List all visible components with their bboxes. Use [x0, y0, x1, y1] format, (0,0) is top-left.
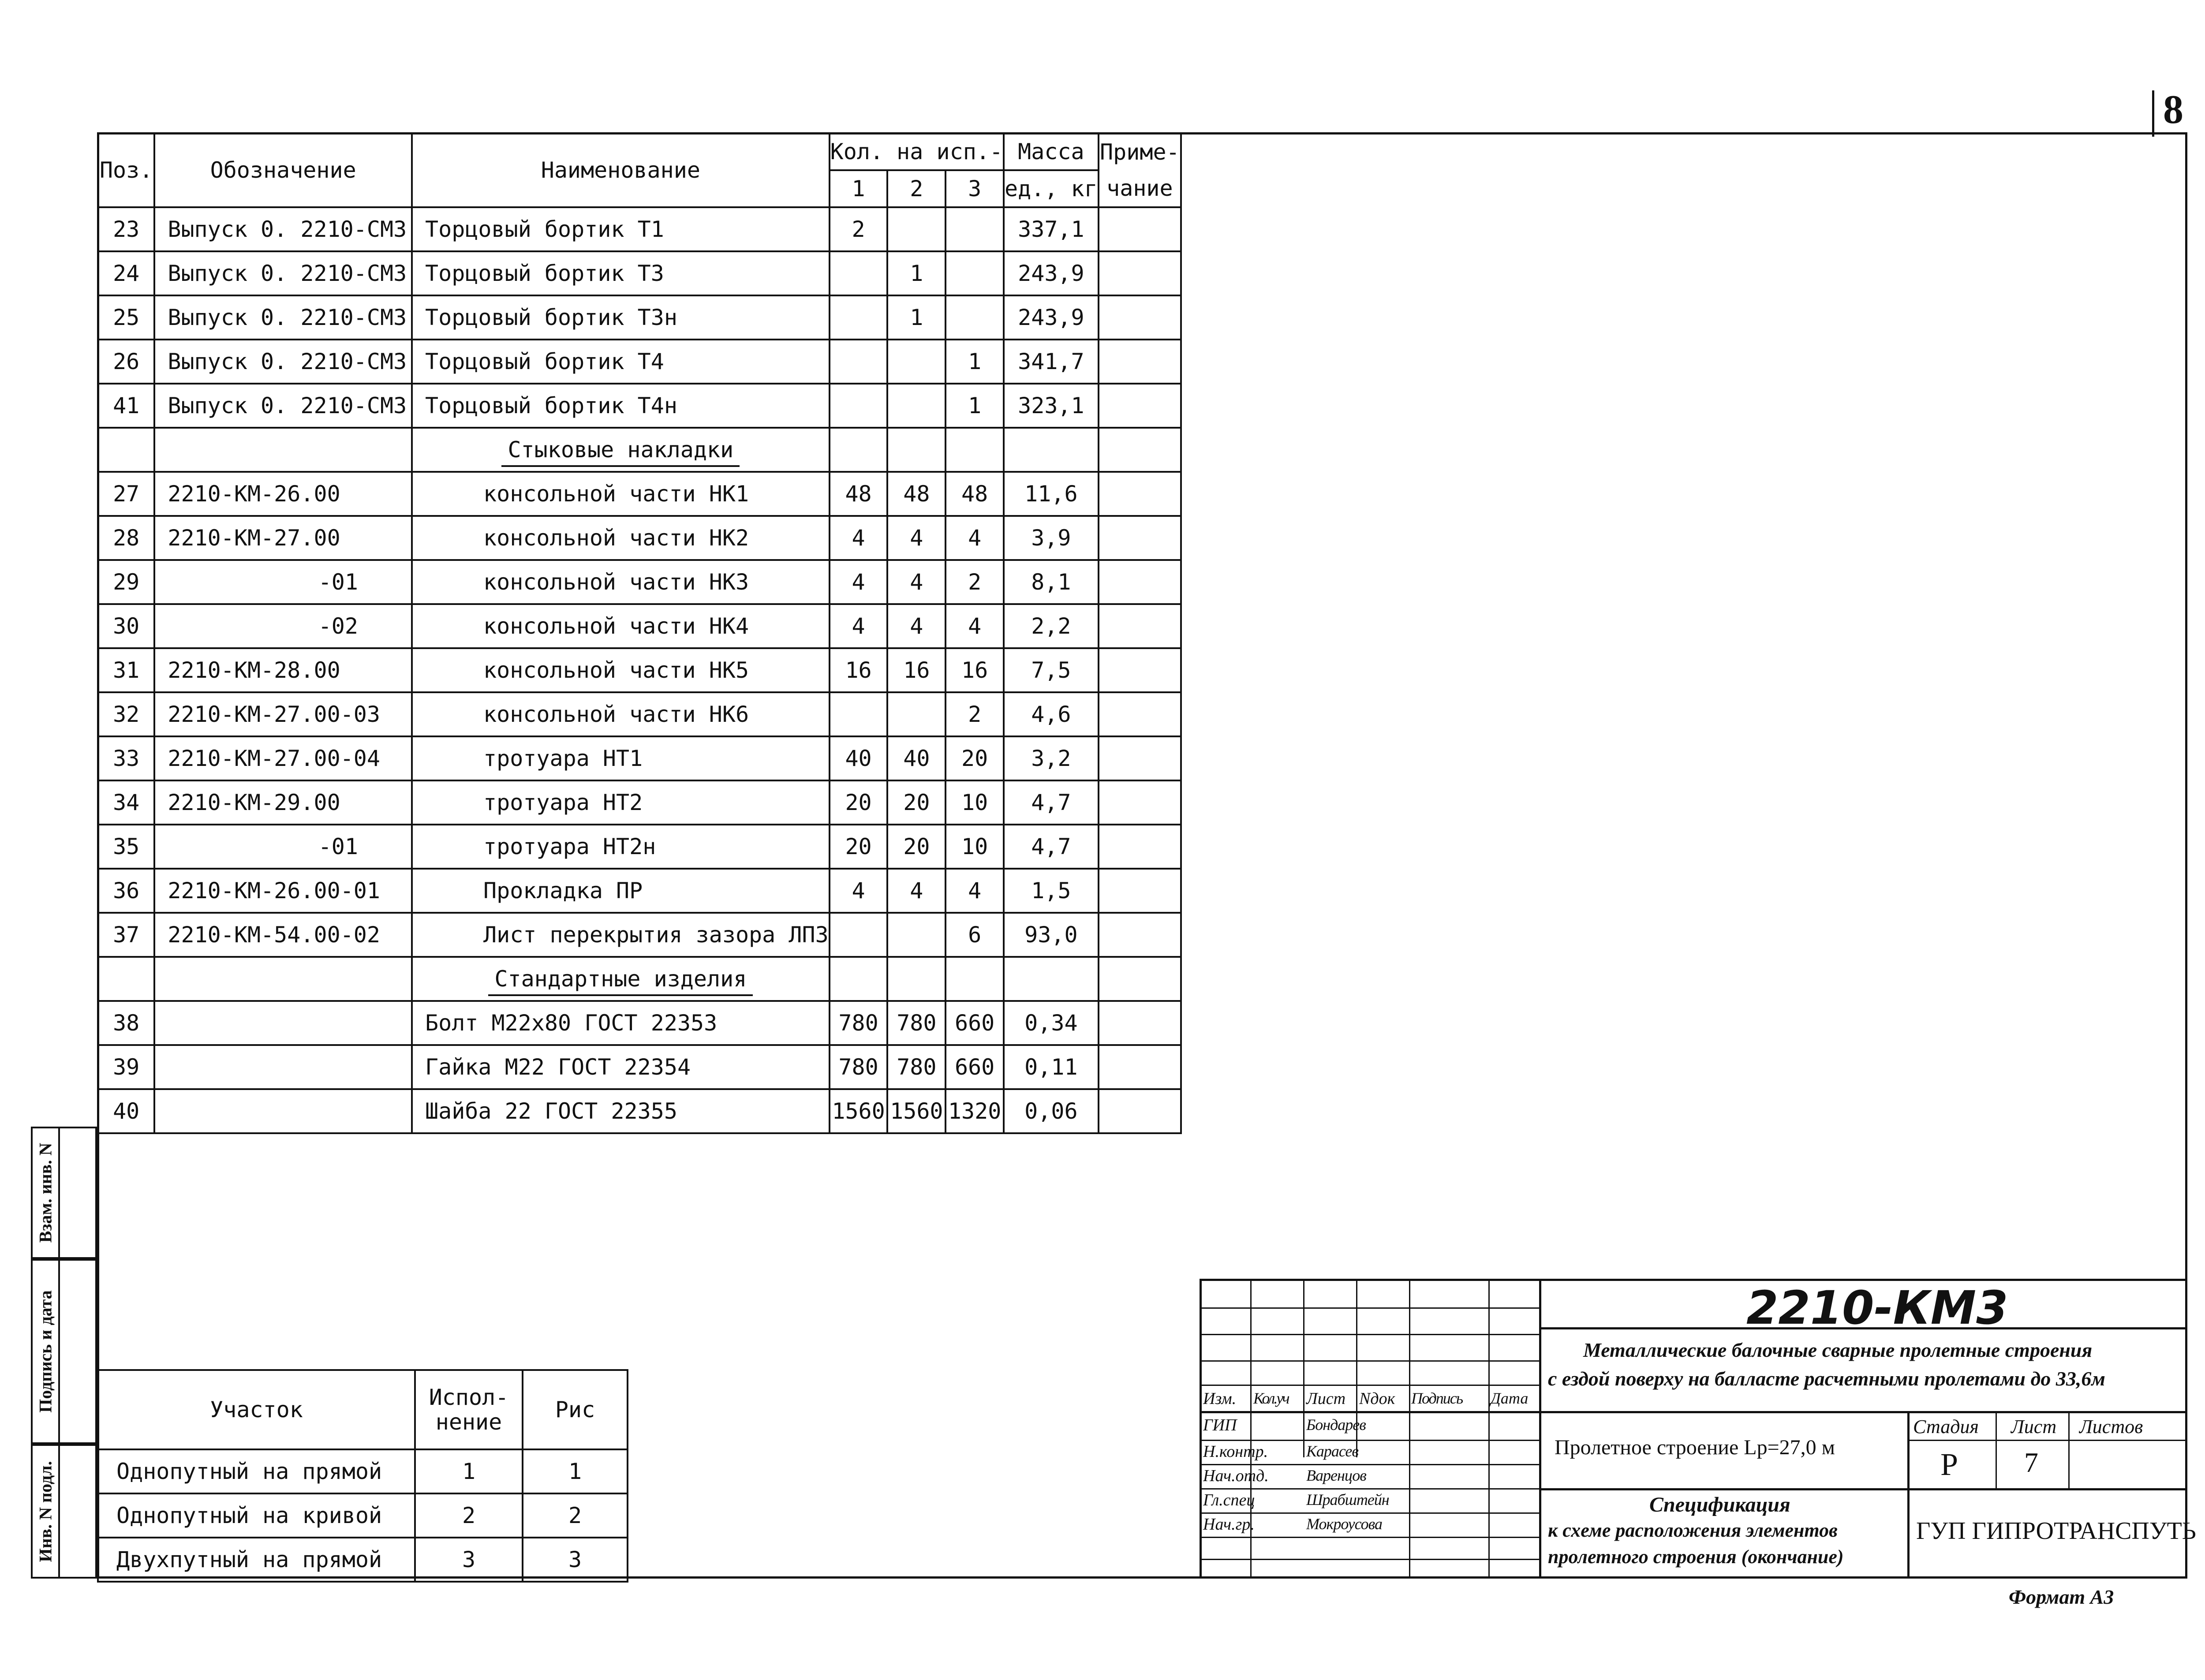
- spec-cell-empty: [154, 957, 412, 1001]
- spec-cell-pos: 37: [98, 913, 154, 957]
- col-list: Лист: [1306, 1389, 1346, 1408]
- spec-cell-mass: 0,11: [1004, 1045, 1099, 1089]
- spec-row: [98, 1045, 1181, 1089]
- spec-cell-empty: [887, 428, 946, 472]
- stamp-inv-orig: [31, 1444, 97, 1579]
- spec-cell-designation: Выпуск 0. 2210-СМ3: [154, 207, 412, 251]
- spec-cell-designation: Выпуск 0. 2210-СМ3: [154, 384, 412, 428]
- spec-cell-qty-2: 1560: [887, 1089, 946, 1133]
- variants-row: [98, 1493, 628, 1538]
- spec-cell-qty-2: 4: [887, 560, 946, 604]
- spec-row: [98, 780, 1181, 825]
- spec-cell-empty: [946, 428, 1004, 472]
- spec-cell-pos: 23: [98, 207, 154, 251]
- section-standard-items-title: Стандартные изделия: [488, 966, 753, 996]
- spec-cell-qty-3: 48: [946, 472, 1004, 516]
- staff-role: Нач.гр.: [1203, 1515, 1255, 1534]
- spec-cell-note: [1099, 295, 1181, 340]
- header-designation: Обозначение: [154, 133, 412, 207]
- spec-cell-note: [1099, 869, 1181, 913]
- spec-cell-qty-3: 16: [946, 648, 1004, 692]
- spec-cell-pos: 41: [98, 384, 154, 428]
- spec-row: [98, 560, 1181, 604]
- spec-row: [98, 692, 1181, 736]
- specification-table: [97, 132, 1182, 1134]
- spec-cell-qty-3: 1320: [946, 1089, 1004, 1133]
- spec-cell-designation: 2210-КМ-29.00: [154, 780, 412, 825]
- header-name: Наименование: [412, 133, 830, 207]
- spec-cell-qty-1: [830, 251, 888, 295]
- spec-cell-qty-1: 4: [830, 604, 888, 648]
- spec-cell-qty-1: 40: [830, 736, 888, 780]
- spec-row: [98, 1001, 1181, 1045]
- spec-cell-designation: 2210-КМ-27.00-03: [154, 692, 412, 736]
- project-title-line-2: с ездой поверху на балласте расчетными пролетами до 33,6м: [1548, 1367, 2105, 1390]
- stamp-inv-orig-label: Инв. N подл.: [35, 1460, 56, 1562]
- spec-cell-note: [1099, 516, 1181, 560]
- variants-cell-section: Однопутный на кривой: [98, 1493, 415, 1538]
- spec-cell-pos: 26: [98, 340, 154, 384]
- spec-cell-note: [1099, 604, 1181, 648]
- spec-cell-qty-2: 16: [887, 648, 946, 692]
- spec-cell-name: Торцовый бортик Т3: [412, 251, 830, 295]
- spec-cell-qty-1: [830, 295, 888, 340]
- spec-cell-qty-3: 4: [946, 869, 1004, 913]
- spec-cell-pos: 39: [98, 1045, 154, 1089]
- spec-cell-pos: 33: [98, 736, 154, 780]
- spec-cell-mass: 337,1: [1004, 207, 1099, 251]
- spec-cell-designation: [154, 1045, 412, 1089]
- variants-header-variant-2: нение: [435, 1409, 502, 1435]
- spec-cell-qty-2: 20: [887, 780, 946, 825]
- variants-cell-fig: 1: [523, 1449, 628, 1493]
- col-kol: Кол.уч: [1253, 1389, 1289, 1407]
- spec-cell-designation: 2210-КМ-54.00-02: [154, 913, 412, 957]
- spec-cell-qty-1: 20: [830, 780, 888, 825]
- header-note-1: Приме-: [1099, 133, 1181, 170]
- spec-cell-qty-1: [830, 384, 888, 428]
- doc-subtitle-1: к схеме расположения элементов: [1548, 1519, 1838, 1541]
- staff-name: Мокроусова: [1306, 1515, 1383, 1533]
- spec-cell-name: тротуара НТ2н: [412, 825, 830, 869]
- col-ndok: Nдок: [1359, 1389, 1395, 1408]
- spec-cell-name: консольной части НК1: [412, 472, 830, 516]
- spec-cell-name: тротуара НТ2: [412, 780, 830, 825]
- spec-cell-name: тротуара НТ1: [412, 736, 830, 780]
- spec-cell-note: [1099, 472, 1181, 516]
- spec-cell-name: консольной части НК5: [412, 648, 830, 692]
- spec-row: [98, 340, 1181, 384]
- spec-cell-mass: 2,2: [1004, 604, 1099, 648]
- spec-cell-name: Торцовый бортик Т1: [412, 207, 830, 251]
- spec-cell-qty-2: [887, 384, 946, 428]
- stamp-sign-date: [31, 1259, 97, 1444]
- spec-cell-qty-1: 16: [830, 648, 888, 692]
- section-standard-items-row: [98, 957, 1181, 1001]
- spec-cell-name: консольной части НК2: [412, 516, 830, 560]
- spec-cell-mass: 11,6: [1004, 472, 1099, 516]
- spec-row: [98, 516, 1181, 560]
- spec-cell-qty-3: 2: [946, 692, 1004, 736]
- spec-cell-qty-2: 40: [887, 736, 946, 780]
- staff-role: Н.контр.: [1203, 1442, 1268, 1461]
- sheet-number: 8: [2163, 87, 2183, 132]
- spec-cell-designation: Выпуск 0. 2210-СМ3: [154, 340, 412, 384]
- sheets-label: Листов: [2079, 1416, 2143, 1437]
- spec-row: [98, 736, 1181, 780]
- header-mass: Масса: [1004, 133, 1099, 170]
- variants-cell-fig: 3: [523, 1538, 628, 1582]
- spec-cell-note: [1099, 780, 1181, 825]
- spec-cell-qty-2: 4: [887, 516, 946, 560]
- spec-row: [98, 648, 1181, 692]
- spec-cell-note: [1099, 1089, 1181, 1133]
- spec-cell-qty-1: 20: [830, 825, 888, 869]
- sheet-number-divider: [2152, 90, 2154, 137]
- spec-cell-qty-3: [946, 207, 1004, 251]
- spec-cell-note: [1099, 825, 1181, 869]
- spec-cell-qty-2: 1: [887, 295, 946, 340]
- spec-cell-qty-2: 4: [887, 604, 946, 648]
- col-sign: Подпись: [1411, 1389, 1463, 1407]
- staff-name: Варенцов: [1306, 1467, 1366, 1484]
- spec-cell-designation: 2210-КМ-27.00: [154, 516, 412, 560]
- spec-cell-note: [1099, 251, 1181, 295]
- spec-cell-empty: [1099, 957, 1181, 1001]
- spec-cell-pos: 29: [98, 560, 154, 604]
- spec-cell-note: [1099, 1001, 1181, 1045]
- spec-row: [98, 869, 1181, 913]
- variants-row: [98, 1538, 628, 1582]
- spec-cell-qty-1: 2: [830, 207, 888, 251]
- variants-cell-section: Двухпутный на прямой: [98, 1538, 415, 1582]
- spec-cell-mass: 3,2: [1004, 736, 1099, 780]
- spec-cell-empty: [830, 428, 888, 472]
- section-joint-plates-title-cell: [412, 428, 830, 472]
- spec-cell-pos: 36: [98, 869, 154, 913]
- spec-cell-empty: [1099, 428, 1181, 472]
- spec-cell-name: Прокладка ПР: [412, 869, 830, 913]
- spec-cell-qty-1: 4: [830, 560, 888, 604]
- spec-cell-note: [1099, 648, 1181, 692]
- spec-cell-note: [1099, 913, 1181, 957]
- spec-cell-designation: 2210-КМ-27.00-04: [154, 736, 412, 780]
- spec-cell-pos: 27: [98, 472, 154, 516]
- spec-cell-name: консольной части НК3: [412, 560, 830, 604]
- spec-cell-name: Гайка М22 ГОСТ 22354: [412, 1045, 830, 1089]
- spec-cell-note: [1099, 560, 1181, 604]
- spec-cell-name: консольной части НК6: [412, 692, 830, 736]
- spec-header-row: [98, 133, 1181, 170]
- spec-cell-name: Торцовый бортик Т4: [412, 340, 830, 384]
- doc-title: Спецификация: [1649, 1493, 1790, 1516]
- header-note-2: чание: [1099, 170, 1181, 207]
- spec-cell-qty-2: 1: [887, 251, 946, 295]
- spec-cell-mass: 3,9: [1004, 516, 1099, 560]
- stamp-sign-date-label: Подпись и дата: [35, 1290, 56, 1413]
- staff-name: Карасев: [1306, 1442, 1359, 1460]
- spec-cell-qty-2: 48: [887, 472, 946, 516]
- spec-cell-qty-3: [946, 295, 1004, 340]
- stamp-inv-replace-label: Взам. инв. N: [35, 1142, 56, 1243]
- spec-cell-qty-3: 6: [946, 913, 1004, 957]
- spec-cell-qty-1: [830, 913, 888, 957]
- spec-cell-mass: 93,0: [1004, 913, 1099, 957]
- spec-cell-empty: [154, 428, 412, 472]
- spec-cell-designation: Выпуск 0. 2210-СМ3: [154, 251, 412, 295]
- spec-cell-note: [1099, 384, 1181, 428]
- staff-name: Шрабштейн: [1306, 1491, 1389, 1508]
- spec-cell-pos: 40: [98, 1089, 154, 1133]
- header-variant-1: 1: [830, 170, 888, 207]
- spec-cell-pos: 31: [98, 648, 154, 692]
- spec-row: [98, 913, 1181, 957]
- spec-cell-mass: 4,7: [1004, 825, 1099, 869]
- spec-cell-pos: 25: [98, 295, 154, 340]
- spec-cell-note: [1099, 207, 1181, 251]
- staff-role: Гл.спец: [1203, 1491, 1255, 1509]
- spec-cell-qty-3: 660: [946, 1045, 1004, 1089]
- spec-cell-qty-1: [830, 692, 888, 736]
- spec-row: [98, 207, 1181, 251]
- spec-cell-designation: [154, 1089, 412, 1133]
- spec-cell-designation: -02: [154, 604, 412, 648]
- col-izm: Изм.: [1203, 1389, 1237, 1408]
- variants-table: [97, 1369, 628, 1583]
- staff-role: Нач.отд.: [1203, 1467, 1269, 1485]
- spec-cell-empty: [98, 428, 154, 472]
- document-code: 2210-КМ3: [1746, 1281, 2008, 1335]
- spec-cell-mass: 0,34: [1004, 1001, 1099, 1045]
- project-title-line-1: Металлические балочные сварные пролетные строения: [1583, 1339, 2093, 1361]
- spec-cell-qty-1: 780: [830, 1045, 888, 1089]
- stage-value: Р: [1940, 1447, 1958, 1482]
- spec-cell-qty-3: 4: [946, 604, 1004, 648]
- header-mass-unit: ед., кг: [1004, 170, 1099, 207]
- spec-cell-qty-2: [887, 340, 946, 384]
- stage-label: Стадия: [1913, 1416, 1979, 1437]
- spec-cell-note: [1099, 736, 1181, 780]
- spec-cell-mass: 0,06: [1004, 1089, 1099, 1133]
- spec-cell-qty-1: 48: [830, 472, 888, 516]
- spec-cell-pos: 28: [98, 516, 154, 560]
- variants-header-variant-1: Испол-: [429, 1385, 509, 1410]
- sheet-value: 7: [2024, 1447, 2038, 1478]
- organization: ГУП ГИПРОТРАНСПУТЬ: [1916, 1517, 2196, 1545]
- spec-row: [98, 295, 1181, 340]
- spec-cell-qty-3: 20: [946, 736, 1004, 780]
- spec-cell-mass: 7,5: [1004, 648, 1099, 692]
- spec-cell-pos: 30: [98, 604, 154, 648]
- spec-row: [98, 472, 1181, 516]
- variants-cell-variant: 2: [415, 1493, 523, 1538]
- spec-row: [98, 825, 1181, 869]
- spec-cell-empty: [946, 957, 1004, 1001]
- spec-cell-designation: Выпуск 0. 2210-СМ3: [154, 295, 412, 340]
- header-variant-2: 2: [887, 170, 946, 207]
- spec-cell-name: Торцовый бортик Т4н: [412, 384, 830, 428]
- spec-cell-qty-3: 10: [946, 825, 1004, 869]
- spec-cell-qty-3: 1: [946, 384, 1004, 428]
- variants-cell-variant: 1: [415, 1449, 523, 1493]
- spec-cell-qty-3: 4: [946, 516, 1004, 560]
- header-qty-group: Кол. на исп.-: [830, 133, 1004, 170]
- variants-header-row: [98, 1370, 628, 1449]
- spec-cell-mass: 4,7: [1004, 780, 1099, 825]
- variants-header-section: Участок: [98, 1370, 415, 1449]
- spec-cell-empty: [1004, 957, 1099, 1001]
- spec-cell-name: Лист перекрытия зазора ЛП3: [412, 913, 830, 957]
- spec-cell-pos: 32: [98, 692, 154, 736]
- section-standard-items-title-cell: [412, 957, 830, 1001]
- variants-cell-variant: 3: [415, 1538, 523, 1582]
- variants-cell-section: Однопутный на прямой: [98, 1449, 415, 1493]
- spec-cell-note: [1099, 1045, 1181, 1089]
- section-joint-plates-title: Стыковые накладки: [501, 437, 740, 467]
- staff-role: ГИП: [1203, 1416, 1237, 1434]
- spec-cell-designation: 2210-КМ-28.00: [154, 648, 412, 692]
- header-pos: Поз.: [98, 133, 154, 207]
- spec-cell-empty: [887, 957, 946, 1001]
- spec-cell-qty-2: 20: [887, 825, 946, 869]
- spec-cell-name: консольной части НК4: [412, 604, 830, 648]
- spec-cell-name: Болт М22х80 ГОСТ 22353: [412, 1001, 830, 1045]
- spec-cell-qty-2: [887, 692, 946, 736]
- spec-cell-qty-2: 780: [887, 1001, 946, 1045]
- spec-cell-mass: 4,6: [1004, 692, 1099, 736]
- spec-cell-qty-2: [887, 913, 946, 957]
- spec-cell-note: [1099, 340, 1181, 384]
- col-date: Дата: [1491, 1389, 1529, 1407]
- paper-format: Формат А3: [2009, 1586, 2114, 1608]
- spec-row: [98, 384, 1181, 428]
- spec-cell-qty-3: 1: [946, 340, 1004, 384]
- spec-cell-designation: 2210-КМ-26.00: [154, 472, 412, 516]
- spec-cell-name: Торцовый бортик Т3н: [412, 295, 830, 340]
- variants-header-fig: Рис: [523, 1370, 628, 1449]
- spec-cell-pos: 34: [98, 780, 154, 825]
- spec-cell-pos: 24: [98, 251, 154, 295]
- spec-cell-qty-2: [887, 207, 946, 251]
- spec-row: [98, 1089, 1181, 1133]
- spec-cell-designation: [154, 1001, 412, 1045]
- stamp-inv-replace: [31, 1127, 97, 1259]
- spec-cell-qty-3: [946, 251, 1004, 295]
- spec-cell-qty-3: 2: [946, 560, 1004, 604]
- spec-cell-designation: -01: [154, 560, 412, 604]
- spec-cell-qty-1: 1560: [830, 1089, 888, 1133]
- spec-cell-designation: -01: [154, 825, 412, 869]
- spec-row: [98, 604, 1181, 648]
- section-joint-plates-row: [98, 428, 1181, 472]
- spec-cell-pos: 35: [98, 825, 154, 869]
- sheet-label: Лист: [2011, 1416, 2057, 1437]
- spec-cell-empty: [1004, 428, 1099, 472]
- spec-cell-mass: 341,7: [1004, 340, 1099, 384]
- variants-header-variant: [415, 1370, 523, 1449]
- header-variant-3: 3: [946, 170, 1004, 207]
- spec-cell-mass: 323,1: [1004, 384, 1099, 428]
- spec-cell-designation: 2210-КМ-26.00-01: [154, 869, 412, 913]
- spec-cell-mass: 8,1: [1004, 560, 1099, 604]
- spec-cell-mass: 243,9: [1004, 295, 1099, 340]
- spec-row: [98, 251, 1181, 295]
- staff-name: Бондарев: [1306, 1416, 1366, 1434]
- spec-cell-empty: [98, 957, 154, 1001]
- spec-cell-qty-2: 4: [887, 869, 946, 913]
- spec-cell-qty-1: [830, 340, 888, 384]
- spec-cell-qty-1: 780: [830, 1001, 888, 1045]
- spec-cell-note: [1099, 692, 1181, 736]
- spec-cell-qty-3: 10: [946, 780, 1004, 825]
- spec-cell-pos: 38: [98, 1001, 154, 1045]
- spec-cell-name: Шайба 22 ГОСТ 22355: [412, 1089, 830, 1133]
- variants-cell-fig: 2: [523, 1493, 628, 1538]
- object-name: Пролетное строение Lр=27,0 м: [1555, 1436, 1835, 1459]
- spec-cell-qty-1: 4: [830, 869, 888, 913]
- spec-cell-empty: [830, 957, 888, 1001]
- spec-cell-qty-1: 4: [830, 516, 888, 560]
- spec-cell-mass: 1,5: [1004, 869, 1099, 913]
- doc-subtitle-2: пролетного строения (окончание): [1548, 1546, 1844, 1568]
- spec-cell-mass: 243,9: [1004, 251, 1099, 295]
- spec-cell-qty-2: 780: [887, 1045, 946, 1089]
- variants-row: [98, 1449, 628, 1493]
- spec-cell-qty-3: 660: [946, 1001, 1004, 1045]
